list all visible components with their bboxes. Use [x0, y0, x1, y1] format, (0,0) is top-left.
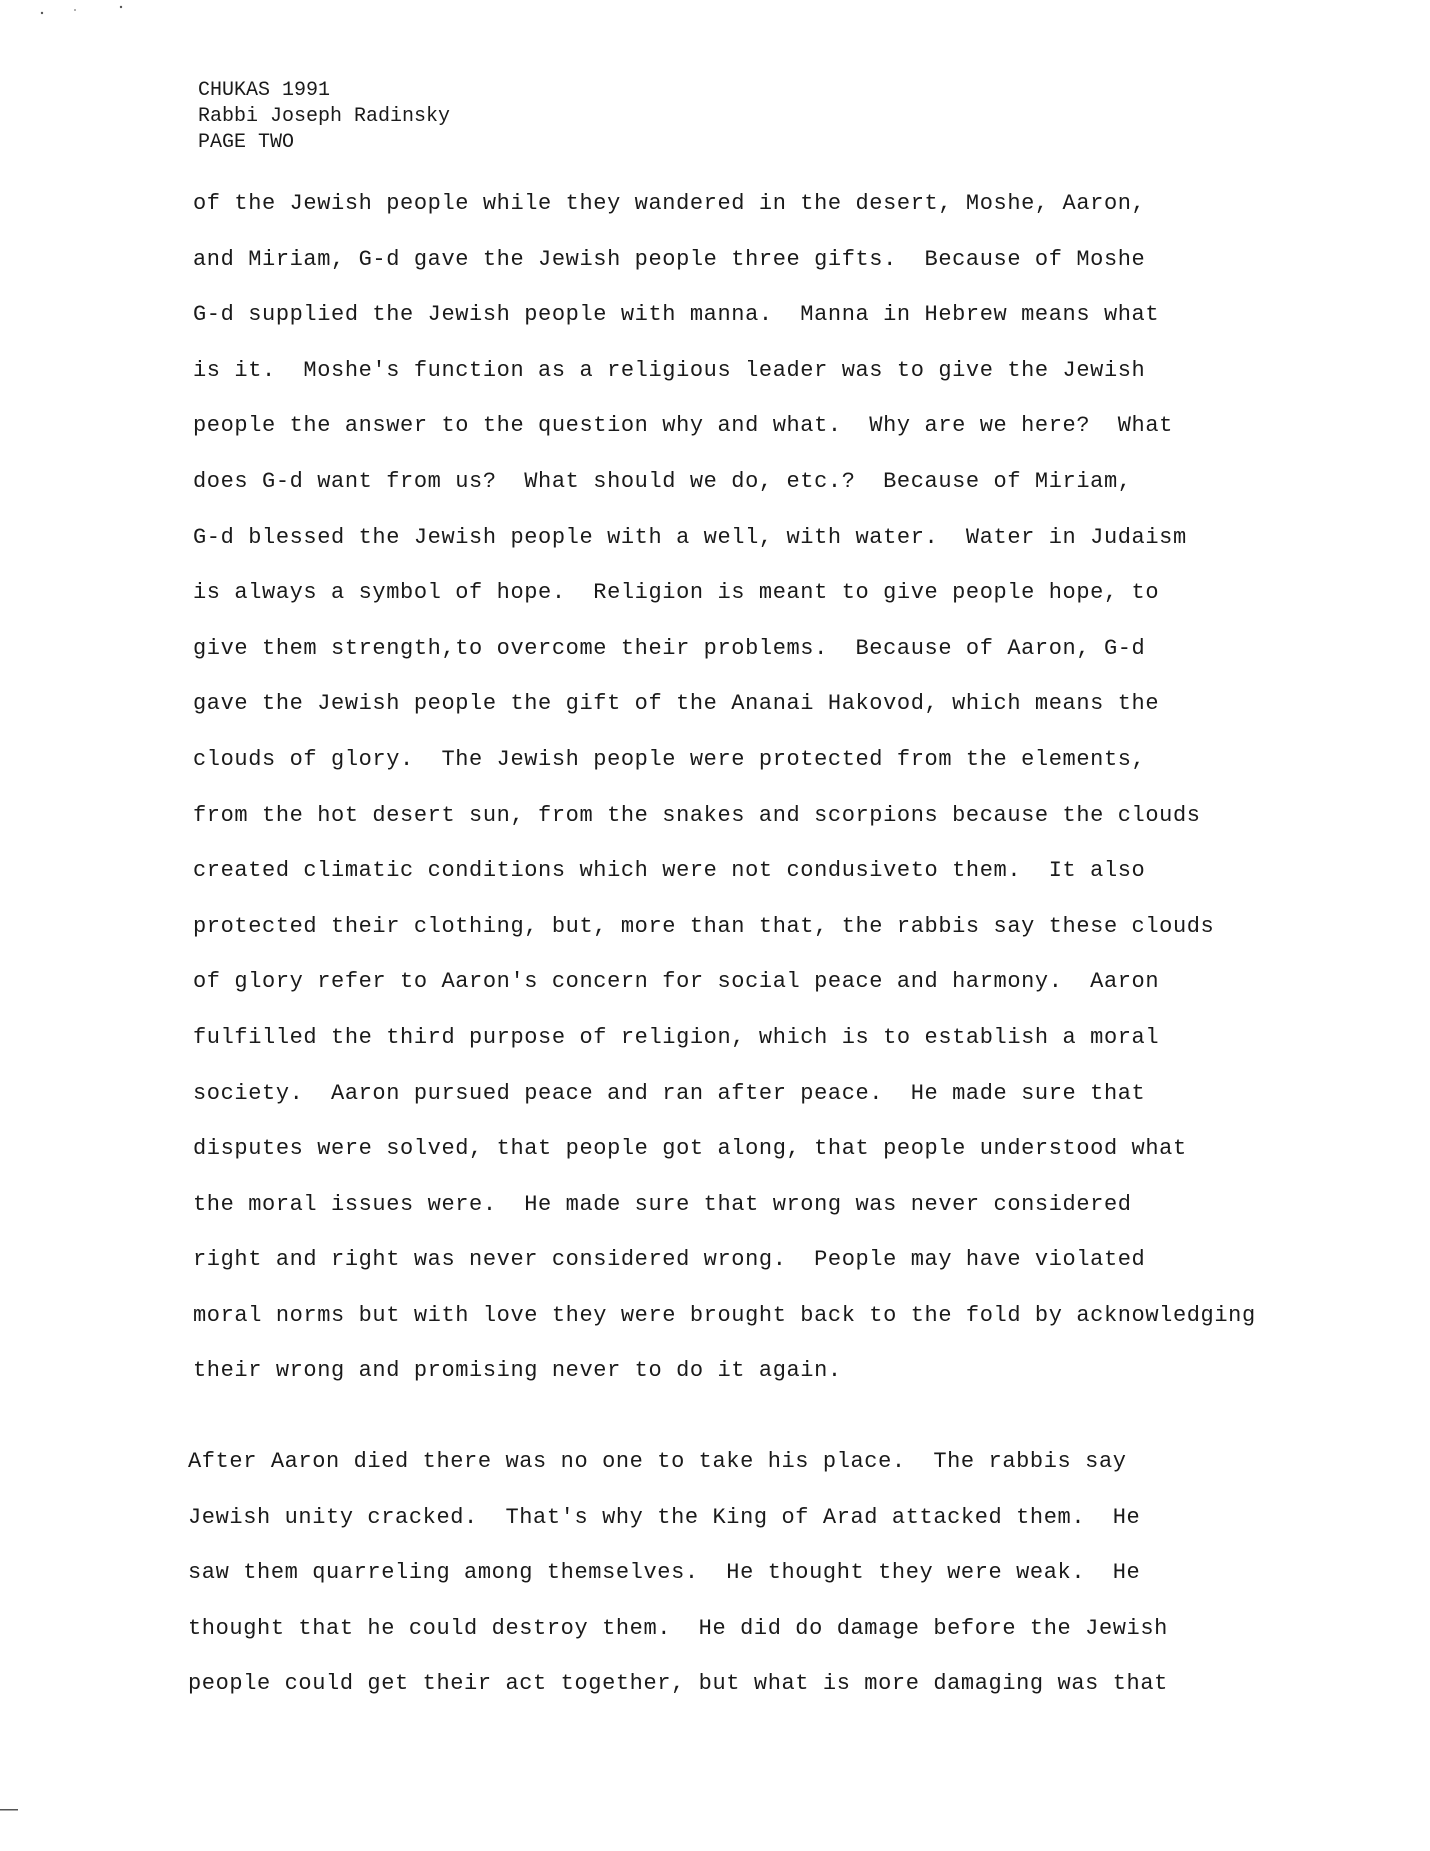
- text-line: created climatic conditions which were not condusiveto them. It also: [193, 858, 1146, 884]
- scan-edge-mark: [0, 1808, 24, 1812]
- text-line: thought that he could destroy them. He did do damage before the Jewish: [188, 1615, 1168, 1641]
- text-line: Jewish unity cracked. That's why the King of Arad attacked them. He: [188, 1504, 1141, 1530]
- text-line: and Miriam, G-d gave the Jewish people three gifts. Because of Moshe: [193, 246, 1146, 272]
- text-line: of glory refer to Aaron's concern for social peace and harmony. Aaron: [193, 969, 1160, 995]
- text-line: right and right was never considered wrong. People may have violated: [193, 1247, 1146, 1273]
- header-title: CHUKAS 1991: [198, 79, 331, 102]
- text-line: of the Jewish people while they wandered in the desert, Moshe, Aaron,: [193, 191, 1146, 216]
- header-page-label: PAGE TWO: [198, 131, 295, 154]
- text-line: moral norms but with love they were brought back to the fold by acknowledging: [193, 1302, 1256, 1328]
- header-author: Rabbi Joseph Radinsky: [198, 105, 451, 128]
- document-header: [198, 78, 450, 156]
- text-line: G-d supplied the Jewish people with manna. Manna in Hebrew means what: [193, 302, 1160, 328]
- scan-speck-marks: [0, 0, 140, 20]
- text-line: After Aaron died there was no one to take his place. The rabbis say: [188, 1449, 1127, 1474]
- text-line: people the answer to the question why and what. Why are we here? What: [193, 413, 1173, 439]
- text-line: is always a symbol of hope. Religion is meant to give people hope, to: [193, 580, 1160, 606]
- paragraph-1: [193, 176, 1303, 1399]
- text-line: protected their clothing, but, more than that, the rabbis say these clouds: [193, 913, 1215, 939]
- text-line: fulfilled the third purpose of religion, which is to establish a moral: [193, 1024, 1160, 1050]
- paragraph-2: [188, 1434, 1298, 1712]
- text-line: from the hot desert sun, from the snakes and scorpions because the clouds: [193, 802, 1201, 828]
- text-line: G-d blessed the Jewish people with a well, with water. Water in Judaism: [193, 524, 1187, 550]
- text-line: people could get their act together, but what is more damaging was that: [188, 1671, 1168, 1697]
- text-line: their wrong and promising never to do it again.: [193, 1358, 842, 1384]
- text-line: give them strength,to overcome their problems. Because of Aaron, G-d: [193, 635, 1146, 661]
- text-line: clouds of glory. The Jewish people were protected from the elements,: [193, 746, 1146, 772]
- text-line: society. Aaron pursued peace and ran after peace. He made sure that: [193, 1080, 1146, 1106]
- text-line: gave the Jewish people the gift of the Ananai Hakovod, which means the: [193, 691, 1160, 717]
- text-line: saw them quarreling among themselves. He thought they were weak. He: [188, 1560, 1141, 1586]
- text-line: does G-d want from us? What should we do, etc.? Because of Miriam,: [193, 468, 1132, 494]
- text-line: disputes were solved, that people got along, that people understood what: [193, 1136, 1187, 1162]
- text-line: is it. Moshe's function as a religious leader was to give the Jewish: [193, 357, 1146, 383]
- text-line: the moral issues were. He made sure that wrong was never considered: [193, 1191, 1132, 1217]
